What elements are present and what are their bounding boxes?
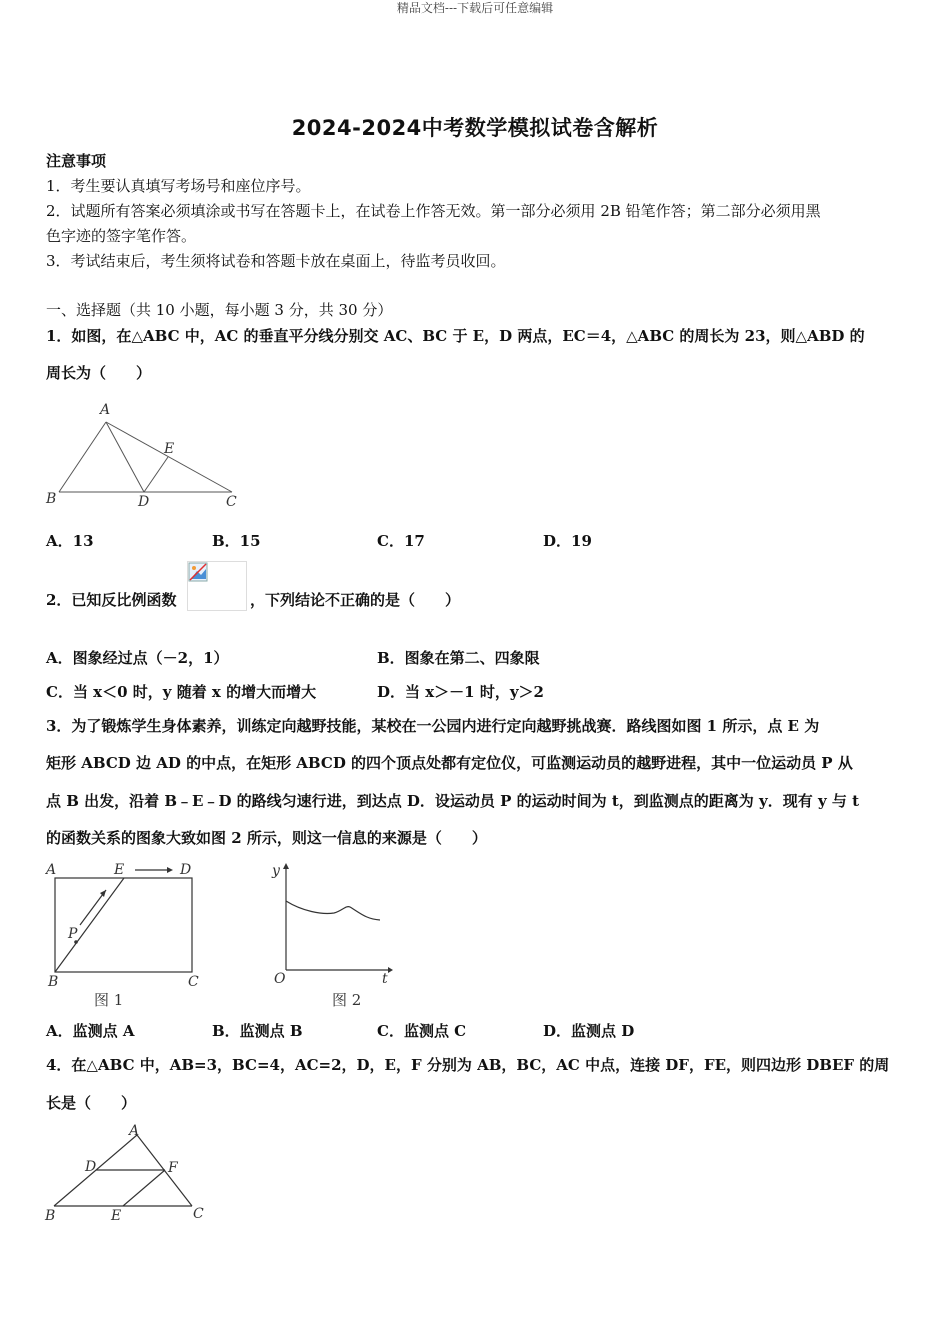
q4-triangle-figure	[40, 1122, 220, 1228]
broken-image-icon	[188, 562, 210, 584]
page-title: 2024-2024中考数学模拟试卷含解析	[291, 116, 659, 140]
q1-label-a: A	[100, 402, 111, 418]
q3-option-c[interactable]: C．监测点 C	[377, 1022, 467, 1040]
q4-label-b: B	[45, 1208, 56, 1224]
q1-option-a[interactable]: A．13	[46, 532, 94, 550]
q2-formula-image	[187, 561, 247, 611]
q2-stem-post: ，下列结论不正确的是（ ）	[250, 591, 461, 609]
q1-triangle-figure	[40, 398, 250, 514]
notice-item-1: 1．考生要认真填写考场号和座位序号。	[46, 177, 311, 195]
q1-label-c: C	[226, 494, 237, 510]
q3-option-d[interactable]: D．监测点 D	[543, 1022, 635, 1040]
q4-label-c: C	[193, 1206, 204, 1222]
q2-option-d[interactable]: D．当 x＞－1 时，y＞2	[377, 683, 544, 701]
q4-label-d: D	[85, 1159, 97, 1175]
q3-option-a[interactable]: A．监测点 A	[46, 1022, 135, 1040]
page-header: 精品文档---下载后可任意编辑	[396, 1, 554, 15]
notice-item-3: 3．考试结束后，考生须将试卷和答题卡放在桌面上，待监考员收回。	[46, 252, 506, 270]
q1-option-b[interactable]: B．15	[212, 532, 261, 550]
q3-option-b[interactable]: B．监测点 B	[212, 1022, 303, 1040]
q1-stem-line1: 1．如图，在△ABC 中，AC 的垂直平分线分别交 AC、BC 于 E，D 两点，EC＝4，△ABC 的周长为 23，则△ABD 的	[46, 327, 865, 345]
q3-stem-line3: 点 B 出发，沿着 B﹣E﹣D 的路线匀速行进，到达点 D．设运动员 P 的运动时间为 t，到监测点的距离为 y．现有 y 与 t	[46, 792, 860, 810]
q3-stem-line4: 的函数关系的图象大致如图 2 所示，则这一信息的来源是（ ）	[46, 829, 487, 847]
q3-stem-line1: 3．为了锻炼学生身体素养，训练定向越野技能，某校在一公园内进行定向越野挑战赛．路线图如图 1 所示，点 E 为	[46, 717, 820, 735]
q3-stem-line2: 矩形 ABCD 边 AD 的中点，在矩形 ABCD 的四个顶点处都有定位仪，可监测运动员的越野进程，其中一位运动员 P 从	[46, 754, 853, 772]
q4-label-f: F	[168, 1160, 178, 1176]
section-heading: 一、选择题（共 10 小题，每小题 3 分，共 30 分）	[46, 301, 393, 319]
q4-stem-line1: 4．在△ABC 中，AB=3，BC=4，AC=2，D，E，F 分别为 AB，BC，AC 中点，连接 DF，FE，则四边形 DBEF 的周	[46, 1056, 890, 1074]
q2-option-b[interactable]: B．图象在第二、四象限	[377, 649, 540, 667]
q3-fig2-label-o: O	[274, 971, 286, 987]
q2-stem-pre: 2．已知反比例函数	[46, 591, 177, 609]
q3-fig1-label-a: A	[46, 862, 57, 878]
q3-fig1-label-c: C	[188, 974, 199, 990]
q1-label-d: D	[138, 494, 150, 510]
q3-fig2-label-t: t	[382, 971, 388, 987]
q4-label-e: E	[111, 1208, 122, 1224]
q1-option-c[interactable]: C．17	[377, 532, 425, 550]
q2-option-a[interactable]: A．图象经过点（－2，1）	[46, 649, 229, 667]
q2-option-c[interactable]: C．当 x＜0 时，y 随着 x 的增大而增大	[46, 683, 317, 701]
q1-stem-line2: 周长为（ ）	[46, 364, 152, 382]
notice-heading: 注意事项	[46, 152, 107, 170]
q3-fig1-label-b: B	[48, 974, 59, 990]
q1-label-e: E	[164, 441, 175, 457]
q3-fig1-caption: 图 1	[94, 991, 124, 1009]
q3-fig1-label-e: E	[114, 862, 125, 878]
q1-option-d[interactable]: D．19	[543, 532, 592, 550]
notice-item-2-cont: 色字迹的签字笔作答。	[46, 227, 197, 245]
q3-fig2-label-y: y	[272, 863, 280, 879]
q3-figure-2-graph	[262, 855, 402, 1013]
q3-figure-1	[40, 855, 220, 1013]
q3-fig1-label-d: D	[180, 862, 192, 878]
q4-stem-line2: 长是（ ）	[46, 1094, 137, 1112]
notice-item-2: 2．试题所有答案必须填涂或书写在答题卡上，在试卷上作答无效。第一部分必须用 2B 铅笔作答；第二部分必须用黑	[46, 202, 821, 220]
q4-label-a: A	[129, 1123, 140, 1139]
q1-label-b: B	[46, 491, 57, 507]
q3-fig1-label-p: P	[68, 926, 78, 942]
q3-fig2-caption: 图 2	[332, 991, 362, 1009]
